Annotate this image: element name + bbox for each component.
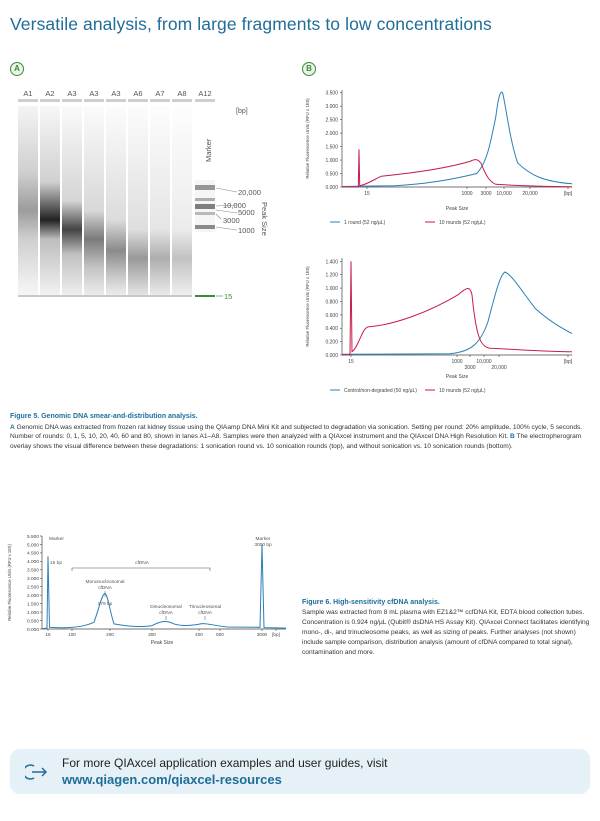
lane-label: A8 [177,89,187,98]
resources-banner [10,749,590,794]
x-tick-label: [bp] [563,359,573,365]
x-tick-label: [bp] [272,632,280,637]
electropherogram-top [300,82,595,232]
figure5-b-text: The electropherogram overlay shows the visual difference between these degradations: 1 sonication round vs. 10 sonication rounds (top), and without sonication vs. 10 sonication rounds (bottom). [10,433,582,450]
y-tick-label: 0.500 [26,619,39,625]
size-label: 1000 [238,226,255,235]
y-tick-label: 2.500 [26,585,39,591]
gel-lane [172,106,192,296]
y-tick-label: 1.500 [26,602,39,608]
annotation-marker-left-size: 15 bp [50,561,63,566]
figure6-caption [302,598,592,658]
x-tick-label: 1000 [461,191,473,197]
y-tick-label: 1.500 [325,144,338,151]
annotation-marker-right-size: 3000 bp [254,543,272,548]
y-tick-label: 2.000 [26,593,39,599]
annotation-cfdna: cfDNA [135,561,149,566]
x-axis-label: Peak Size [150,640,174,646]
gel-lane [62,106,82,296]
x-tick-label: 500 [216,632,224,637]
series-line [342,261,572,355]
x-tick-label: 20,000 [522,191,538,197]
y-tick-label: 3.000 [26,577,39,583]
y-tick-label: 0.000 [26,627,39,633]
y-axis-label: Relative Fluorescence Units (RFU x 1E0) [305,98,310,179]
annotation-tri: Trinucleosomal [188,605,222,610]
gel-lane [84,106,104,296]
cfdna-electropherogram [2,528,298,658]
lane-label: A3 [111,89,121,98]
size-label: 3000 [223,216,240,225]
x-tick-label: [bp] [563,191,573,197]
x-tick-label: 10,000 [476,359,492,365]
annotation-di: cfDNA [159,611,173,616]
gel-lane [150,106,170,296]
annotation-tri: cfDNA [198,611,212,616]
figure5-a-letter: A [10,423,15,431]
y-tick-label: 0.000 [325,185,338,191]
y-tick-label: 0.400 [325,326,338,333]
x-tick-label: 300 [148,632,156,637]
lane-label: A2 [45,89,55,98]
x-tick-label: 15 [364,191,370,197]
legend-entry: 1 round (52 ng/µL) [344,220,386,226]
annotation-di: Dinucleosomal [150,605,182,610]
figure5-title: Figure 5. Genomic DNA smear-and-distribution analysis. [10,413,198,420]
lane-label: A12 [198,89,212,98]
y-tick-label: 1.200 [325,272,338,279]
x-tick-label: 1000 [451,359,463,365]
y-tick-label: 1.000 [325,158,338,165]
figure6-body: Sample was extracted from 8 mL plasma with EZ1&2™ ccfDNA Kit, EDTA blood collection tubes. Concentration is 0.924 ng/µL (Qubit® dsDNA HS Assay Kit). QIAxcel Connect facilitates identifying mono-, di-, and trinucleosome peaks, as well as sizing of peaks. Further analyses (not shown) include sample comparison, distribution analysis (amount of cfDNA compared to total signal), contamination and more. [302,609,590,656]
x-tick-label: 3000 [480,191,492,197]
legend-entry: Control/non-degraded (50 ng/µL) [344,388,417,394]
x-axis-label: Peak Size [445,374,469,380]
y-tick-label: 2.500 [325,117,338,124]
y-tick-label: 2.000 [325,131,338,138]
legend-entry: 10 rounds (52 ng/µL) [439,388,486,394]
y-tick-label: 4.500 [26,551,39,557]
y-axis-label: Relative Fluorescence Units (RFU x 1E0) [305,266,310,347]
panel-b-badge: B [302,62,316,76]
gel-lane [106,106,126,296]
x-tick-label: 15 [348,359,354,365]
y-tick-label: 0.600 [325,312,338,319]
y-tick-label: 5.500 [26,534,39,540]
y-tick-label: 3.500 [325,90,338,97]
lane-label: A3 [67,89,77,98]
figure5-body [10,423,592,452]
y-tick-label: 5.000 [26,543,39,549]
y-tick-label: 0.800 [325,299,338,306]
y-tick-label: 3.000 [325,104,338,111]
annotation-mono-size: 179 bp [97,602,113,607]
series-line [342,149,572,187]
electropherogram-bottom [300,250,595,400]
x-tick-label: 400 [195,632,203,637]
size-label: 15 [224,292,233,301]
annotation-mono: cfDNA [98,586,112,591]
figure5-a-text: Genomic DNA was extracted from frozen rat kidney tissue using the QIAamp DNA Mini Kit and subjected to degradation via sonication. Setting per round: 20% amplitude, 100% cycle, 5 seconds. Number of rounds: 0, 1, 5, 10, 20, 40, 60 and 80, shown in lanes A1–A8. Samples were then analyzed with a QIAxcel instrument and the QIAxcel DNA High Resolution Kit. [10,423,583,441]
y-tick-label: 1.000 [325,286,338,293]
gel-lane [18,106,38,296]
lane-label: A3 [89,89,99,98]
peak-size-label: Peak Size [260,202,269,236]
lane-label: A7 [155,89,165,98]
y-tick-label: 4.000 [26,560,39,566]
x-tick-label: 3000 [256,632,268,637]
x-tick-label: 100 [68,632,76,637]
lane-label: A1 [23,89,33,98]
cfdna-bracket [72,568,210,571]
x-tick-label: 10,000 [496,191,512,197]
size-label: 5000 [238,208,255,217]
annotation-marker-right: Marker [255,537,271,542]
gel-lane [128,106,148,296]
panel-a-badge: A [10,62,24,76]
gel-lane [40,106,60,296]
x-axis-label: Peak Size [445,206,469,212]
page-title: Versatile analysis, from large fragments to low concentrations [10,14,492,34]
annotation-marker-left: Marker [49,537,64,542]
y-tick-label: 0.500 [325,171,338,178]
annotation-mono: Mononucleosomal [85,580,125,585]
y-tick-label: 3.500 [26,568,39,574]
x-tick-label: 200 [106,632,114,637]
figure6-title: Figure 6. High-sensitivity cfDNA analysis. [302,599,440,606]
x-tick-label: 20,000 [491,365,507,371]
lane-label: A6 [133,89,143,98]
y-tick-label: 0.200 [325,339,338,346]
size-label: 10,000 [223,201,246,210]
gel-image [0,80,295,310]
x-tick-label: 15 [45,632,51,637]
x-tick-label: 3000 [464,365,476,371]
y-tick-label: 1.000 [26,610,39,616]
banner-text: For more QIAxcel application examples and user guides, visit [62,756,388,770]
marker-label: Marker [204,138,213,162]
size-label: 20,000 [238,188,261,197]
figure5-b-letter: B [509,433,515,441]
arrow-right-icon [25,763,49,781]
legend-entry: 10 rounds (52 ng/µL) [439,220,486,226]
unit-label: [bp] [236,108,248,115]
y-tick-label: 1.400 [325,259,338,266]
y-axis-label: Relative Fluorescence Units (RFU x 1E0) [7,544,12,621]
series-line [342,272,572,354]
marker-lane [195,180,215,297]
series-line [342,92,572,186]
figure5-caption [10,412,592,451]
banner-link[interactable]: www.qiagen.com/qiaxcel-resources [62,772,282,787]
y-tick-label: 0.000 [325,353,338,359]
series-line [42,544,286,628]
